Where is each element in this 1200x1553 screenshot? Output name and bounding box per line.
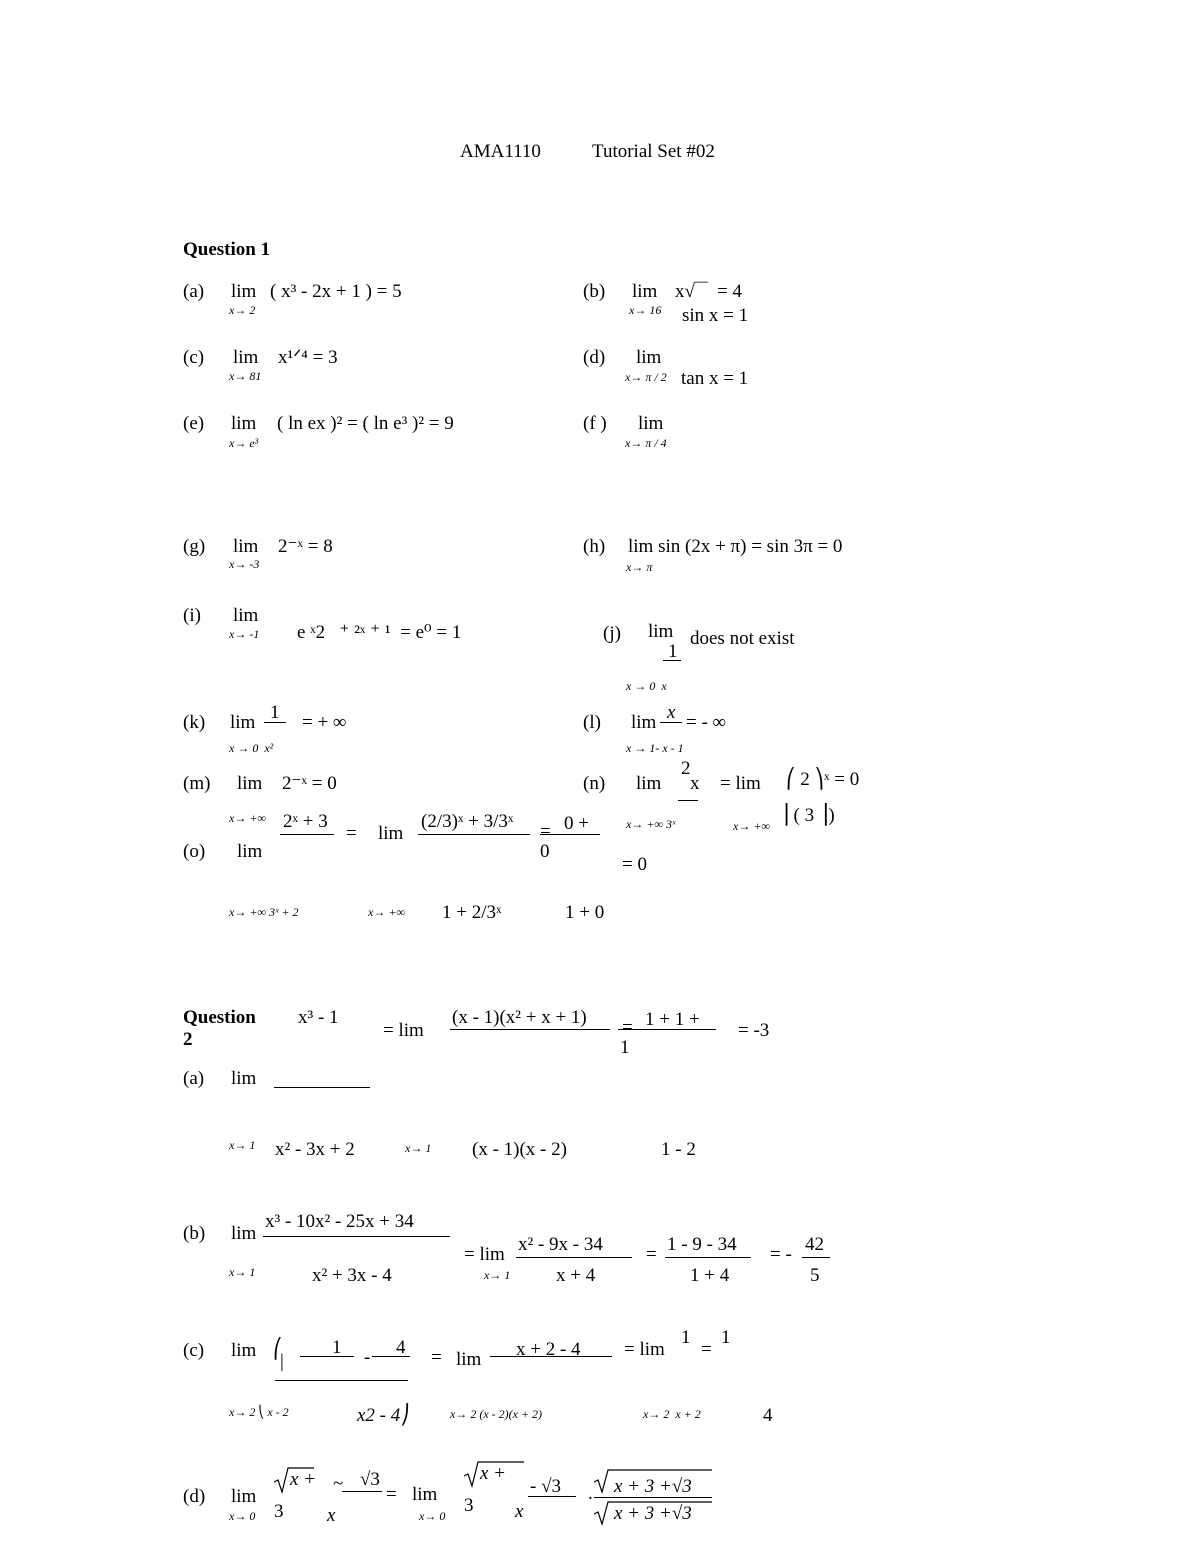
- q2d-sub1: x→ 0: [229, 1509, 256, 1523]
- q2c-sub3: x→ 2 x + 2: [643, 1407, 701, 1421]
- q2b-frac-bar-3: [665, 1257, 751, 1258]
- q1f-label: (f ): [583, 413, 607, 434]
- q1o-eq1: =: [346, 823, 357, 844]
- q1i-sub: x→ -1: [229, 627, 260, 641]
- q1g-lim: lim: [233, 536, 259, 557]
- q1g-label: (g): [183, 536, 206, 557]
- q1l-frac-bar: [660, 722, 682, 723]
- q1m-expr: 2⁻ˣ = 0: [282, 773, 337, 794]
- q2c-lim: lim: [231, 1340, 257, 1361]
- question-1-heading: Question 1: [183, 239, 271, 260]
- q1a-label: (a): [183, 281, 205, 302]
- q1n-lim: lim: [636, 773, 662, 794]
- q2c-eq1: =: [431, 1347, 442, 1368]
- q1d-label: (d): [583, 347, 606, 368]
- q2c-num2: 4: [396, 1337, 406, 1358]
- q2a-frac-bar-1: [274, 1087, 370, 1088]
- q1o-frac-bar-3: [540, 834, 600, 835]
- q1l-tail: = - ∞: [686, 712, 727, 733]
- q1n-paren2: ⎜( 3 ⎟): [784, 805, 835, 826]
- q2b-frac-bar-1: [263, 1236, 450, 1237]
- q1o-label: (o): [183, 841, 206, 862]
- question-2-heading: Question: [183, 1007, 256, 1028]
- q2b-num4: 42: [805, 1234, 824, 1255]
- q2d-rad2: √3: [360, 1469, 380, 1490]
- q2a-num2: (x - 1)(x² + x + 1): [452, 1007, 587, 1028]
- q2c-den1b: x2 - 4⎠: [357, 1405, 410, 1426]
- q1d-sub: x→ π / 2: [625, 370, 667, 384]
- q2d-lim: lim: [231, 1486, 257, 1507]
- q2c-frac-bar-3: [490, 1356, 612, 1357]
- q1d-extra: tan x = 1: [681, 368, 749, 389]
- q2d-rad4: x + 3 +√3: [614, 1476, 692, 1497]
- q1c-sub: x→ 81: [229, 369, 262, 383]
- q1n-label: (n): [583, 773, 606, 794]
- q2d-eq1: =: [386, 1484, 397, 1505]
- q2b-den4: 5: [810, 1265, 820, 1286]
- q2b-eq3: = -: [770, 1244, 792, 1265]
- q1o-zero: 0: [540, 841, 550, 862]
- q1j-tail: does not exist: [690, 628, 795, 649]
- q2d-three1: 3: [274, 1501, 284, 1522]
- q1e-expr: ( ln ex )² = ( ln e³ )² = 9: [277, 413, 454, 434]
- q2c-frac-bar-2: [372, 1356, 410, 1357]
- q2c-num1: 1: [332, 1337, 342, 1358]
- q1o-den3: 1 + 0: [565, 902, 605, 923]
- q1o-den2: 1 + 2/3ˣ: [442, 902, 502, 923]
- q1n-num-x: x: [690, 773, 700, 794]
- q2d-three2: 3: [464, 1495, 474, 1516]
- q1a-expr: ( x³ - 2x + 1 ) = 5: [270, 281, 402, 302]
- q1o-num1: 2ˣ + 3: [283, 811, 328, 832]
- q1o-num3: 0 +: [564, 813, 589, 834]
- q1m-label: (m): [183, 773, 211, 794]
- q1c-expr: x¹ᐟ⁴ = 3: [278, 347, 338, 368]
- q1l-label: (l): [583, 712, 601, 733]
- q2c-sub2: x→ 2 (x - 2)(x + 2): [450, 1407, 543, 1421]
- q2a-den3: 1 - 2: [661, 1139, 696, 1160]
- q1a-lim: lim: [231, 281, 257, 302]
- q2b-lim: lim: [231, 1223, 257, 1244]
- q1c-lim: lim: [233, 347, 259, 368]
- q1i-label: (i): [183, 605, 201, 626]
- q1g-expr: 2⁻ˣ = 8: [278, 536, 333, 557]
- q2b-num2: x² - 9x - 34: [518, 1234, 603, 1255]
- q2d-rad1: x +: [290, 1469, 317, 1490]
- q2c-eq2: = lim: [624, 1339, 665, 1360]
- q1b-extra: sin x = 1: [682, 305, 749, 326]
- q2d-frac-bar-3: [594, 1497, 712, 1498]
- q1b-expr: x√‾‾ = 4: [675, 281, 743, 302]
- q2d-frac-bar-1: [342, 1491, 382, 1492]
- q2a-eq1: = lim: [383, 1020, 424, 1041]
- q2a-lim: lim: [231, 1068, 257, 1089]
- q2b-sub1: x→ 1: [229, 1265, 256, 1279]
- q1n-den: x→ +∞ 3ˣ: [626, 817, 676, 831]
- q1i-lim: lim: [233, 605, 259, 626]
- q2c-num4: 1: [681, 1327, 691, 1348]
- q2a-den2: (x - 1)(x - 2): [472, 1139, 567, 1160]
- q1b-lim: lim: [632, 281, 658, 302]
- q1o-sub2: x→ +∞: [368, 905, 405, 919]
- q1j-sub: x → 0 x: [626, 679, 667, 693]
- q2b-den2: x + 4: [556, 1265, 596, 1286]
- q2d-rad5: x + 3 +√3: [614, 1503, 692, 1524]
- q2c-bar: |: [280, 1351, 284, 1372]
- q1k-num: 1: [270, 702, 280, 723]
- q2c-num3: x + 2 - 4: [516, 1339, 581, 1360]
- q1c-label: (c): [183, 347, 205, 368]
- course-code: AMA1110: [460, 141, 541, 162]
- q1n-sub2: x→ +∞: [733, 819, 770, 833]
- q1d-lim: lim: [636, 347, 662, 368]
- q2d-lim2: lim: [412, 1484, 438, 1505]
- q2a-sub2: x→ 1: [405, 1141, 432, 1155]
- q2d-minus: - √3: [530, 1476, 562, 1497]
- q1n-eq0: = 0: [622, 854, 647, 875]
- q1k-tail: = + ∞: [302, 712, 347, 733]
- q1j-lim: lim: [648, 621, 674, 642]
- q1a-sub: x→ 2: [229, 303, 256, 317]
- q2b-eq1: = lim: [464, 1244, 505, 1265]
- q2a-num1: x³ - 1: [298, 1007, 339, 1028]
- q1n-paren: ⎛ 2 ⎞ˣ = 0: [786, 769, 860, 790]
- q2c-eq3: =: [701, 1339, 712, 1360]
- q1e-label: (e): [183, 413, 205, 434]
- q2d-x2: x: [515, 1501, 524, 1522]
- q2d-dot: .: [588, 1483, 593, 1504]
- q2b-label: (b): [183, 1223, 206, 1244]
- q2d-frac-bar-2: [528, 1496, 576, 1497]
- q1j-frac-bar: [663, 660, 681, 661]
- q2d-x1: x: [327, 1505, 336, 1526]
- q2c-den5: 4: [763, 1405, 773, 1426]
- q2c-brk: ⎛: [273, 1339, 283, 1360]
- q1f-sub: x→ π / 4: [625, 436, 667, 450]
- q1k-label: (k): [183, 712, 206, 733]
- q1n-num: 2: [681, 758, 691, 779]
- q1h-expr: lim sin (2x + π) = sin 3π = 0: [628, 536, 843, 557]
- q2c-label: (c): [183, 1340, 205, 1361]
- q2c-sub1: x→ 2 ⎝ x - 2: [229, 1405, 289, 1419]
- q2d-rad3: x +: [480, 1463, 507, 1484]
- page-title: Tutorial Set #02: [592, 141, 715, 162]
- q1g-sub: x→ -3: [229, 557, 260, 571]
- q2c-num5: 1: [721, 1327, 731, 1348]
- q2a-frac-bar-3: [618, 1029, 716, 1030]
- q2b-frac-bar-4: [802, 1257, 830, 1258]
- q2b-num3: 1 - 9 - 34: [667, 1234, 737, 1255]
- q2c-frac-bar-outer: [275, 1380, 408, 1381]
- q1o-frac-bar-2: [418, 834, 530, 835]
- q1i-expr: e ˣ2 ⁺ ²ˣ ⁺ ¹ = e⁰ = 1: [297, 622, 462, 643]
- q2b-den3: 1 + 4: [690, 1265, 730, 1286]
- q2b-frac-bar-2: [516, 1257, 632, 1258]
- q1o-sub1: x→ +∞ 3ˣ + 2: [229, 905, 299, 919]
- q1o-frac-bar-1: [280, 834, 334, 835]
- q2a-frac-bar-2: [450, 1029, 610, 1030]
- q2a-eq2: =: [622, 1017, 633, 1038]
- q2a-result: = -3: [738, 1020, 770, 1041]
- q2b-den1: x² + 3x - 4: [312, 1265, 392, 1286]
- q1e-lim: lim: [231, 413, 257, 434]
- q2c-lim2: lim: [456, 1349, 482, 1370]
- q2a-sub1: x→ 1: [229, 1138, 256, 1152]
- q1j-num: 1: [668, 641, 678, 662]
- q1h-label: (h): [583, 536, 606, 557]
- q1l-lim: lim: [631, 712, 657, 733]
- q1l-sub: x → 1- x - 1: [626, 741, 684, 755]
- q1k-frac-bar: [264, 722, 286, 723]
- q1b-sub: x→ 16: [629, 303, 662, 317]
- q1b-label: (b): [583, 281, 606, 302]
- q1o-lim2: lim: [378, 823, 404, 844]
- q1n-frac-bar: [678, 800, 698, 801]
- q1k-lim: lim: [230, 712, 256, 733]
- q2a-one: 1: [620, 1037, 630, 1058]
- q2a-label: (a): [183, 1068, 205, 1089]
- q1m-lim: lim: [237, 773, 263, 794]
- q1e-sub: x→ e³: [229, 436, 259, 450]
- q1n-mid: = lim: [720, 773, 761, 794]
- q1h-sub: x→ π: [626, 560, 653, 574]
- q2a-den1: x² - 3x + 2: [275, 1139, 355, 1160]
- q2b-eq2: =: [646, 1244, 657, 1265]
- q2c-dash: -: [364, 1347, 371, 1368]
- question-2-number: 2: [183, 1029, 193, 1050]
- q2d-sub2: x→ 0: [419, 1509, 446, 1523]
- q2b-num1: x³ - 10x² - 25x + 34: [265, 1211, 414, 1232]
- q2b-sub2: x→ 1: [484, 1268, 511, 1282]
- q1o-eq2: =: [540, 821, 551, 842]
- q1k-sub: x → 0 x²: [229, 741, 274, 755]
- q1m-sub: x→ +∞: [229, 811, 266, 825]
- q1j-label: (j): [603, 623, 621, 644]
- q2d-tilde: ~: [333, 1473, 344, 1494]
- q1l-num: x: [667, 702, 676, 723]
- q2d-label: (d): [183, 1486, 206, 1507]
- q2c-frac-bar-1: [300, 1356, 354, 1357]
- q1o-num2: (2/3)ˣ + 3/3ˣ: [421, 811, 514, 832]
- q1f-lim: lim: [638, 413, 664, 434]
- q1o-lim: lim: [237, 841, 263, 862]
- q2a-num3: 1 + 1 +: [645, 1009, 700, 1030]
